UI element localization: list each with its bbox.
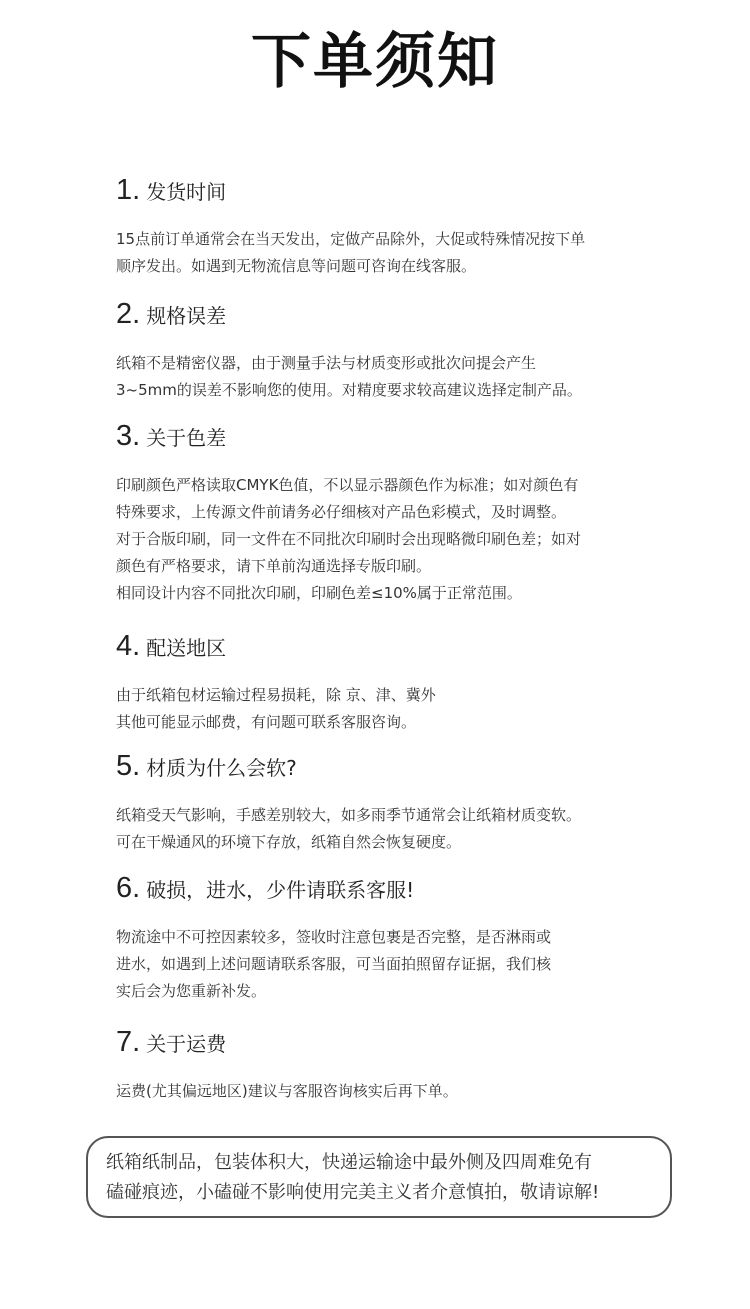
section-body [116, 924, 676, 1005]
page-title: 下单须知 [251, 27, 499, 97]
section-title: 关于运费 [146, 1032, 227, 1056]
section-delivery-area [116, 630, 676, 736]
section-size-tolerance [116, 298, 676, 404]
body-line: 运费(尤其偏远地区)建议与客服咨询核实后再下单。 [116, 1082, 458, 1100]
section-body [116, 226, 676, 280]
section-heading [116, 1026, 676, 1066]
section-body [116, 472, 676, 607]
body-line: 实后会为您重新补发。 [116, 982, 267, 1000]
body-line: 颜色有严格要求，请下单前沟通选择专版印刷。 [116, 557, 432, 575]
section-material-softness [116, 750, 676, 856]
section-title: 配送地区 [146, 636, 227, 660]
body-line: 纸箱受天气影响，手感差别较大，如多雨季节通常会让纸箱材质变软。 [116, 806, 582, 824]
body-line: 进水，如遇到上述问题请联系客服，可当面拍照留存证据，我们核 [116, 955, 552, 973]
notice-line: 磕碰痕迹，小磕碰不影响使用完美主义者介意慎拍，敬请谅解! [106, 1182, 600, 1203]
body-line: 特殊要求，上传源文件前请务必仔细核对产品色彩模式，及时调整。 [116, 503, 567, 521]
body-line: 对于合版印刷，同一文件在不同批次印刷时会出现略微印刷色差；如对 [116, 530, 582, 548]
section-heading [116, 872, 676, 912]
section-title: 发货时间 [146, 180, 227, 204]
body-line: 由于纸箱包材运输过程易损耗，除 京、津、冀外 [116, 686, 436, 704]
section-number: 6. [116, 872, 141, 904]
section-title: 破损，进水，少件请联系客服! [146, 878, 415, 902]
body-line: 印刷颜色严格读取CMYK色值，不以显示器颜色作为标准；如对颜色有 [116, 476, 579, 494]
section-title: 材质为什么会软? [146, 756, 297, 780]
section-body [116, 1078, 676, 1105]
section-heading [116, 298, 676, 338]
section-heading [116, 174, 676, 214]
body-line: 15点前订单通常会在当天发出，定做产品除外，大促或特殊情况按下单 [116, 230, 586, 248]
section-damage-contact [116, 872, 676, 1005]
body-line: 顺序发出。如遇到无物流信息等问题可咨询在线客服。 [116, 257, 477, 275]
notice-box [86, 1136, 672, 1218]
section-title: 规格误差 [146, 304, 227, 328]
section-number: 4. [116, 630, 141, 662]
section-body [116, 802, 676, 856]
section-number: 5. [116, 750, 141, 782]
section-heading [116, 630, 676, 670]
section-color-difference [116, 420, 676, 607]
section-body [116, 682, 676, 736]
body-line: 物流途中不可控因素较多，签收时注意包裹是否完整，是否淋雨或 [116, 928, 552, 946]
body-line: 3~5mm的误差不影响您的使用。对精度要求较高建议选择定制产品。 [116, 381, 582, 399]
section-number: 1. [116, 174, 141, 206]
section-number: 3. [116, 420, 141, 452]
body-line: 可在干燥通风的环境下存放，纸箱自然会恢复硬度。 [116, 833, 462, 851]
body-line: 纸箱不是精密仪器，由于测量手法与材质变形或批次问提会产生 [116, 354, 537, 372]
section-shipping-fee [116, 1026, 676, 1105]
section-number: 7. [116, 1026, 141, 1058]
section-title: 关于色差 [146, 426, 227, 450]
section-body [116, 350, 676, 404]
body-line: 其他可能显示邮费，有问题可联系客服咨询。 [116, 713, 417, 731]
section-shipping-time [116, 174, 676, 280]
section-heading [116, 750, 676, 790]
section-heading [116, 420, 676, 460]
notice-line: 纸箱纸制品，包装体积大，快递运输途中最外侧及四周难免有 [106, 1152, 592, 1173]
section-number: 2. [116, 298, 141, 330]
body-line: 相同设计内容不同批次印刷，印刷色差≤10%属于正常范围。 [116, 584, 522, 602]
